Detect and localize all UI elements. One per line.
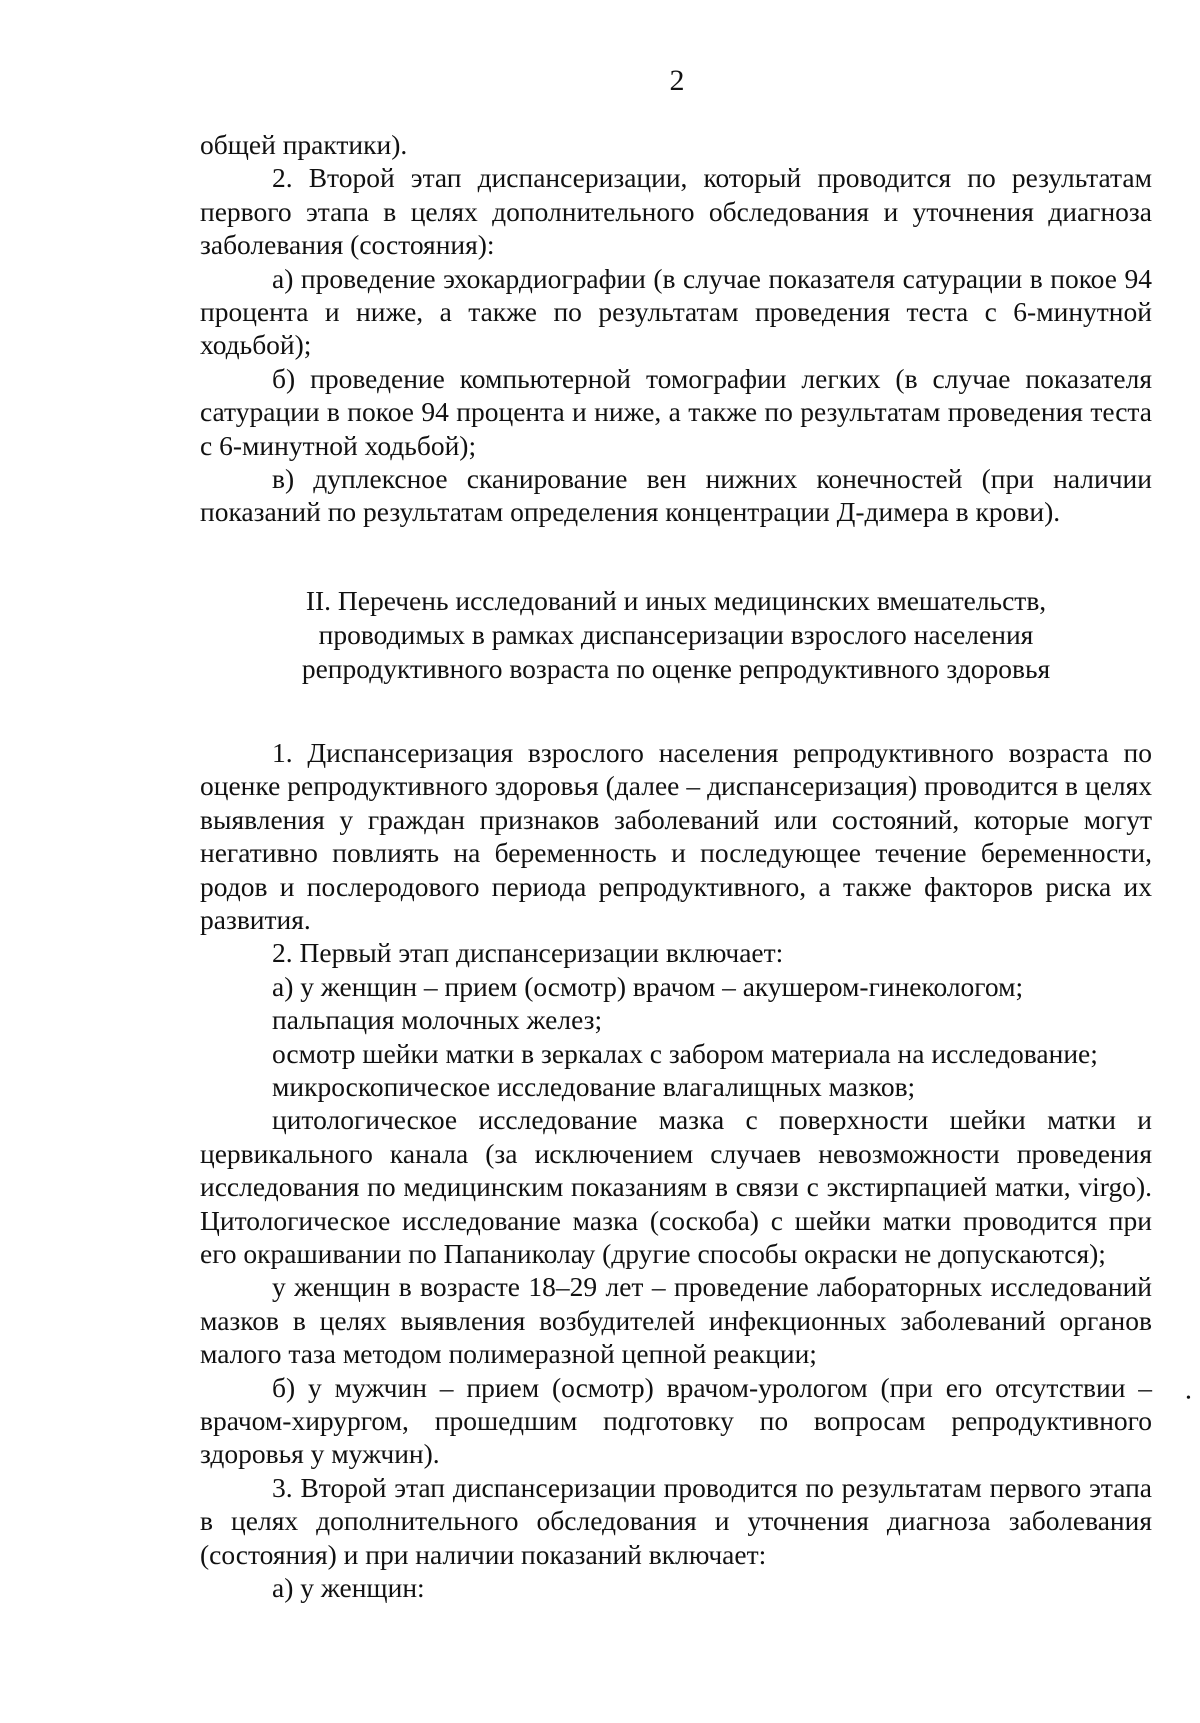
paragraph: общей практики). [200,129,408,160]
list-item: а) у женщин: [272,1572,425,1604]
list-item: микроскопическое исследование влагалищных мазков; [272,1070,916,1102]
list-item: в) дуплексное сканирование вен нижних конечностей (при наличии показаний по результатам определения концентрации Д-димера в крови). [200,463,1152,528]
list-item: цитологическое исследование мазка с поверхности шейки матки и цервикального канала (за исключением случаев невозможности проведения исследования по медицинским показаниям в связи с экстирпацией матки, virgo). Цитологическое исследование мазка (соскоба) с шейки матки проводится при его окрашивании по Папаниколау (другие способы окраски не допускаются); [200,1104,1152,1269]
list-item: б) проведение компьютерной томографии легких (в случае показателя сатурации в покое 94 процента и ниже, а также по результатам проведения теста с 6-минутной ходьбой); [200,362,1152,461]
list-item: у женщин в возрасте 18–29 лет – проведение лабораторных исследований мазков в целях выявления возбудителей инфекционных заболеваний органов малого таза методом полимеразной цепной реакции; [200,1271,1152,1370]
section-heading-line: II. Перечень исследований и иных медицинских вмешательств, [305,584,1047,616]
paragraph: 3. Второй этап диспансеризации проводится по результатам первого этапа в целях дополнительного обследования и уточнения диагноза заболевания (состояния) и при наличии показаний включает: [200,1471,1152,1570]
section-heading-line: проводимых в рамках диспансеризации взрослого населения [318,618,1034,650]
document-body [200,128,1152,1604]
page-number: 2 [669,64,685,97]
paragraph: 2. Первый этап диспансеризации включает: [272,937,784,969]
section-heading-line: репродуктивного возраста по оценке репродуктивного здоровья [301,652,1051,684]
section-heading [200,584,1152,686]
list-item: б) у мужчин – прием (осмотр) врачом-урологом (при его отсутствии – врачом-хирургом, прошедшим подготовку по вопросам репродуктивного здоровья у мужчин). [200,1371,1152,1470]
list-item: а) проведение эхокардиографии (в случае показателя сатурации в покое 94 процента и ниже, а также по результатам проведения теста с 6-минутной ходьбой); [200,262,1152,361]
scan-dot-mark: • [1186,1391,1191,1406]
paragraph: 2. Второй этап диспансеризации, который проводится по результатам первого этапа в целях дополнительного обследования и уточнения диагноза заболевания (состояния): [200,162,1152,261]
list-item: осмотр шейки матки в зеркалах с забором материала на исследование; [272,1037,1098,1069]
list-item: а) у женщин – прием (осмотр) врачом – акушером-гинекологом; [272,970,1024,1002]
list-item: пальпация молочных желез; [272,1004,603,1036]
paragraph: 1. Диспансеризация взрослого населения репродуктивного возраста по оценке репродуктивного здоровья (далее – диспансеризация) проводится в целях выявления у граждан признаков заболеваний или состояний, которые могут негативно повлиять на беременность и последующее течение беременности, родов и послеродового периода репродуктивного, а также факторов риска их развития. [200,736,1152,935]
